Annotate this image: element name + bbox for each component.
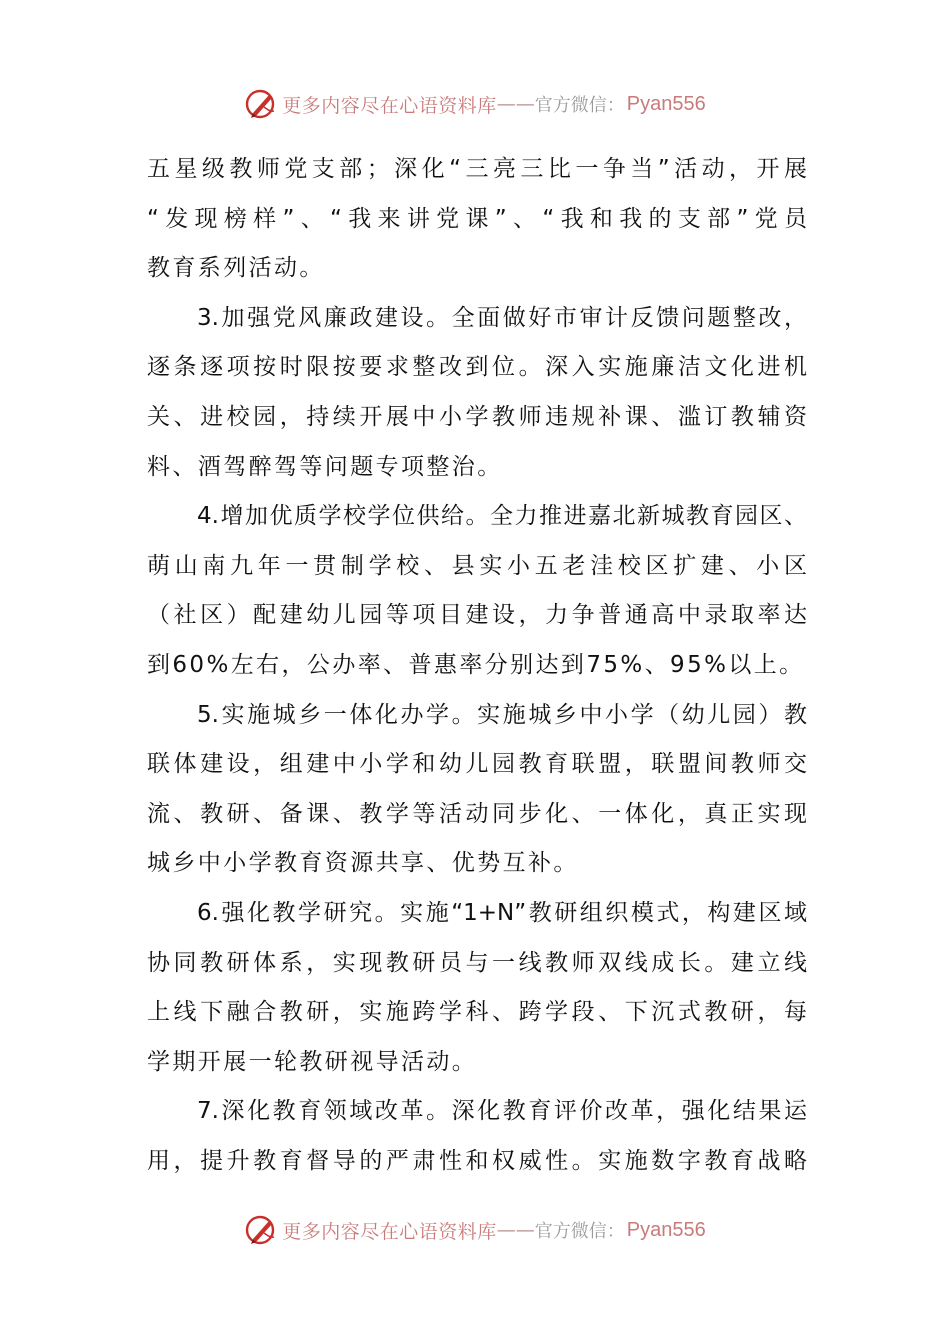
watermark-official-label: 官方微信：: [534, 1221, 625, 1242]
document-body: [147, 145, 807, 1186]
text-line: 逐条逐项按时限按要求整改到位。深入实施廉洁文化进机: [147, 354, 807, 381]
text-line: 5.实施城乡一体化办学。实施城乡中小学（幼儿园）教: [197, 701, 807, 728]
header-watermark: [0, 82, 950, 126]
text-line: 五星级教师党支部；深化“三亮三比一争当”活动，开展: [147, 156, 807, 182]
pen-logo-icon: [244, 87, 278, 121]
text-line: 萌山南九年一贯制学校、县实小五老洼校区扩建、小区: [147, 552, 807, 579]
watermark-main-text: 更多内容尽在心语资料库: [282, 94, 497, 117]
watermark-official-label: 官方微信：: [534, 95, 625, 116]
text-line: 流、教研、备课、教学等活动同步化、一体化，真正实现: [147, 800, 807, 827]
text-line: 4.增加优质学校学位供给。全力推进嘉北新城教育园区、: [197, 503, 807, 530]
text-line: 协同教研体系，实现教研员与一线教师双线成长。建立线: [147, 949, 807, 976]
text-line: 到60%左右，公办率、普惠率分别达到75%、95%以上。: [147, 651, 805, 678]
watermark-dash: ——: [496, 93, 535, 115]
watermark-wechat-id: Pyan556: [626, 92, 706, 115]
footer-watermark: [0, 1208, 950, 1252]
text-line: 城乡中小学教育资源共享、优势互补。: [147, 850, 579, 877]
pen-logo-icon: [244, 1213, 278, 1247]
text-line: 关、进校园，持续开展中小学教师违规补课、滥订教辅资: [147, 403, 807, 430]
text-line: 教育系列活动。: [147, 255, 325, 282]
text-line: 7.深化教育领域改革。深化教育评价改革，强化结果运: [197, 1098, 807, 1125]
watermark-main-text: 更多内容尽在心语资料库: [282, 1220, 497, 1243]
watermark-wechat-id: Pyan556: [626, 1218, 706, 1241]
text-line: 6.强化教学研究。实施“1+N”教研组织模式，构建区域: [197, 899, 807, 926]
text-line: （社区）配建幼儿园等项目建设，力争普通高中录取率达: [147, 602, 807, 629]
text-line: 料、酒驾醉驾等问题专项整治。: [147, 453, 503, 480]
text-line: 联体建设，组建中小学和幼儿园教育联盟，联盟间教师交: [147, 751, 807, 778]
text-line: “发现榜样”、“我来讲党课”、“我和我的支部”党员: [147, 205, 807, 232]
text-line: 用，提升教育督导的严肃性和权威性。实施数字教育战略: [147, 1147, 807, 1174]
text-line: 3.加强党风廉政建设。全面做好市审计反馈问题整改，: [197, 304, 807, 331]
watermark-dash: ——: [496, 1219, 535, 1241]
text-line: 上线下融合教研，实施跨学科、跨学段、下沉式教研，每: [147, 999, 807, 1026]
text-line: 学期开展一轮教研视导活动。: [147, 1048, 478, 1075]
